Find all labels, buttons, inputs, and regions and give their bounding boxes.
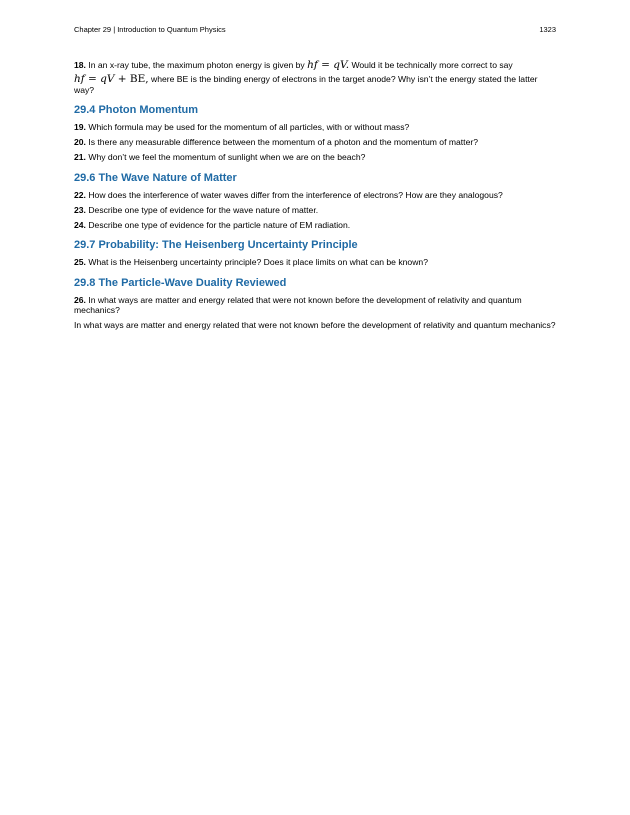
question-text: In what ways are matter and energy related that were not known before the development of relativity and quantum mechanics? <box>74 294 522 315</box>
question-item <box>74 257 556 268</box>
question-text: Is there any measurable difference between the momentum of a photon and the momentum of matter? <box>85 137 478 147</box>
question-number: 23. <box>74 204 86 215</box>
question-text: Describe one type of evidence for the particle nature of EM radiation. <box>85 219 351 230</box>
formula-hf-qv-be: hf = qV + BE, <box>74 73 149 85</box>
question-item <box>74 152 556 163</box>
section-heading: 29.8 The Particle-Wave Duality Reviewed <box>74 276 287 289</box>
question-number: 22. <box>74 189 86 200</box>
section-heading: 29.6 The Wave Nature of Matter <box>74 171 237 184</box>
question-item <box>74 220 556 231</box>
section-heading: 29.4 Photon Momentum <box>74 104 199 116</box>
question-text: Why don’t we feel the momentum of sunlight when we are on the beach? <box>85 152 366 162</box>
page-number: 1323 <box>539 25 556 34</box>
question-number: 21. <box>74 152 86 162</box>
question-text: Describe one type of evidence for the wave nature of matter. <box>85 204 319 215</box>
question-18-continued <box>74 74 556 95</box>
sections <box>74 104 556 316</box>
question-number: 25. <box>74 257 86 267</box>
formula-hf-qv: hf = qV. <box>307 59 350 71</box>
running-header <box>74 25 556 34</box>
question-text: Which formula may be used for the momentum of all particles, with or without mass? <box>85 122 410 132</box>
question-item <box>74 295 556 316</box>
question-item <box>74 137 556 148</box>
question-item <box>74 205 556 216</box>
question-text: How does the interference of water waves differ from the interference of electrons? How are they analogous? <box>85 189 503 200</box>
section-heading: 29.7 Probability: The Heisenberg Uncertainty Principle <box>74 239 358 251</box>
question-number: 26. <box>74 294 86 305</box>
question-text: Would it be technically more correct to say <box>349 60 513 70</box>
question-item <box>74 190 556 201</box>
trailing-paragraph: In what ways are matter and energy related that were not known before the development of relativity and quantum mechanics? <box>74 320 556 330</box>
question-text: where BE is the binding energy of electrons in the target anode? Why isn’t the energy stated the latter way? <box>74 74 538 95</box>
question-number: 24. <box>74 219 86 230</box>
question-text: In an x-ray tube, the maximum photon energy is given by <box>85 60 308 70</box>
question-text: What is the Heisenberg uncertainty principle? Does it place limits on what can be known? <box>85 257 428 267</box>
question-number: 19. <box>74 122 86 132</box>
content <box>74 60 556 331</box>
question-number: 18. <box>74 60 86 70</box>
chapter-title: Chapter 29 | Introduction to Quantum Physics <box>74 25 226 34</box>
question-18 <box>74 60 556 71</box>
question-item <box>74 122 556 133</box>
question-number: 20. <box>74 137 86 147</box>
